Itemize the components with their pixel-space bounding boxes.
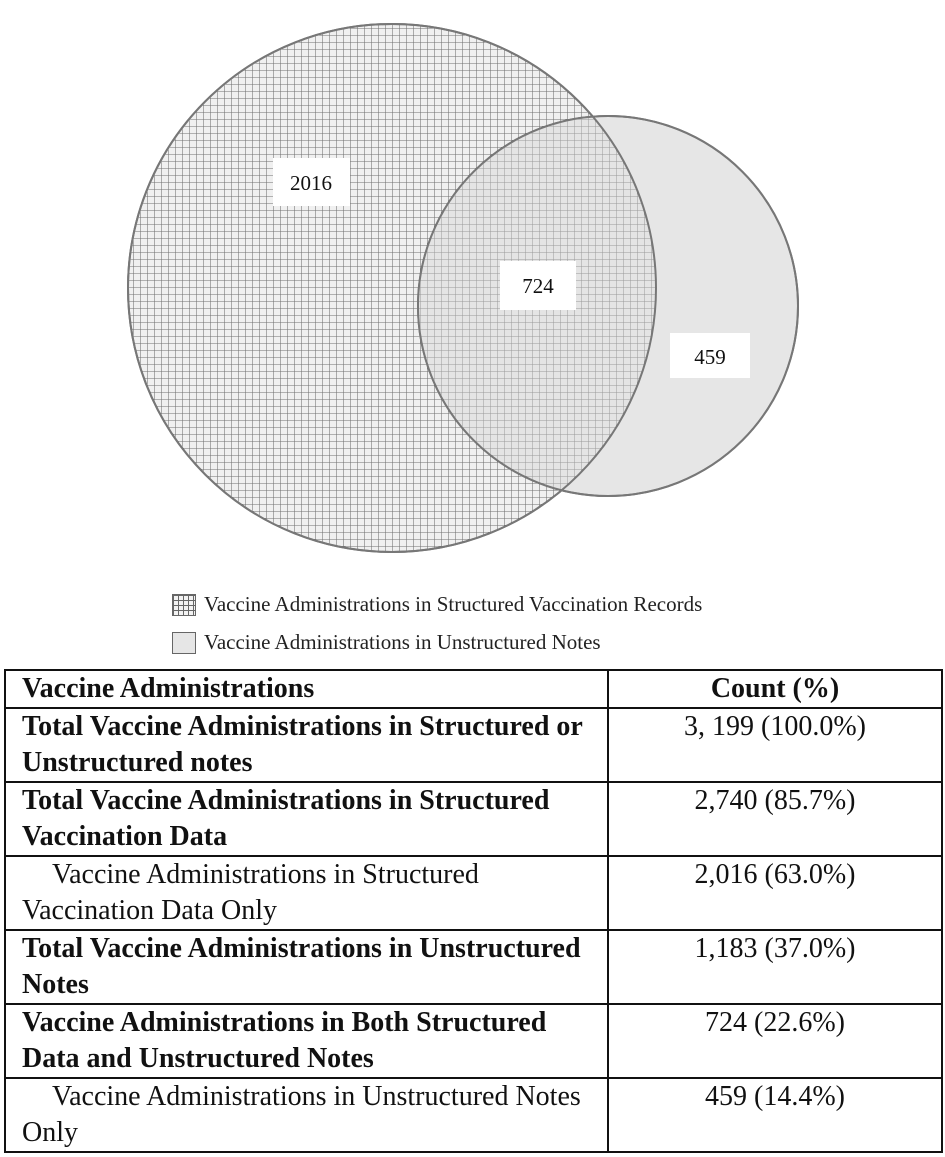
legend-item-structured: [172, 592, 702, 617]
row-count: 2,016 (63.0%): [608, 856, 942, 930]
row-label: Total Vaccine Administrations in Structured or Unstructured notes: [5, 708, 608, 782]
table-row: [5, 708, 942, 782]
column-header-count: Count (%): [608, 670, 942, 708]
overlap-value: 724: [522, 274, 554, 298]
table-row: [5, 1004, 942, 1078]
legend-item-unstructured: [172, 630, 601, 655]
row-label: Total Vaccine Administrations in Structured Vaccination Data: [5, 782, 608, 856]
table-row: [5, 930, 942, 1004]
row-label: Total Vaccine Administrations in Unstructured Notes: [5, 930, 608, 1004]
row-count: 724 (22.6%): [608, 1004, 942, 1078]
row-count: 459 (14.4%): [608, 1078, 942, 1152]
row-label: Vaccine Administrations in Unstructured Notes Only: [5, 1078, 608, 1152]
unstructured-only-value: 459: [694, 345, 726, 369]
table-row: [5, 782, 942, 856]
structured-only-value: 2016: [290, 171, 332, 195]
column-header-label: Vaccine Administrations: [5, 670, 608, 708]
crosshatch-swatch-icon: [172, 594, 196, 616]
table-row: [5, 1078, 942, 1152]
row-count: 1,183 (37.0%): [608, 930, 942, 1004]
summary-table: [4, 669, 943, 1153]
table-row: [5, 856, 942, 930]
row-count: 3, 199 (100.0%): [608, 708, 942, 782]
gray-swatch-icon: [172, 632, 196, 654]
legend-label: Vaccine Administrations in Structured Vaccination Records: [204, 592, 703, 616]
table-header-row: [5, 670, 942, 708]
row-count: 2,740 (85.7%): [608, 782, 942, 856]
row-label: Vaccine Administrations in Structured Vaccination Data Only: [5, 856, 608, 930]
legend-label: Vaccine Administrations in Unstructured Notes: [204, 630, 601, 654]
row-label: Vaccine Administrations in Both Structured Data and Unstructured Notes: [5, 1004, 608, 1078]
